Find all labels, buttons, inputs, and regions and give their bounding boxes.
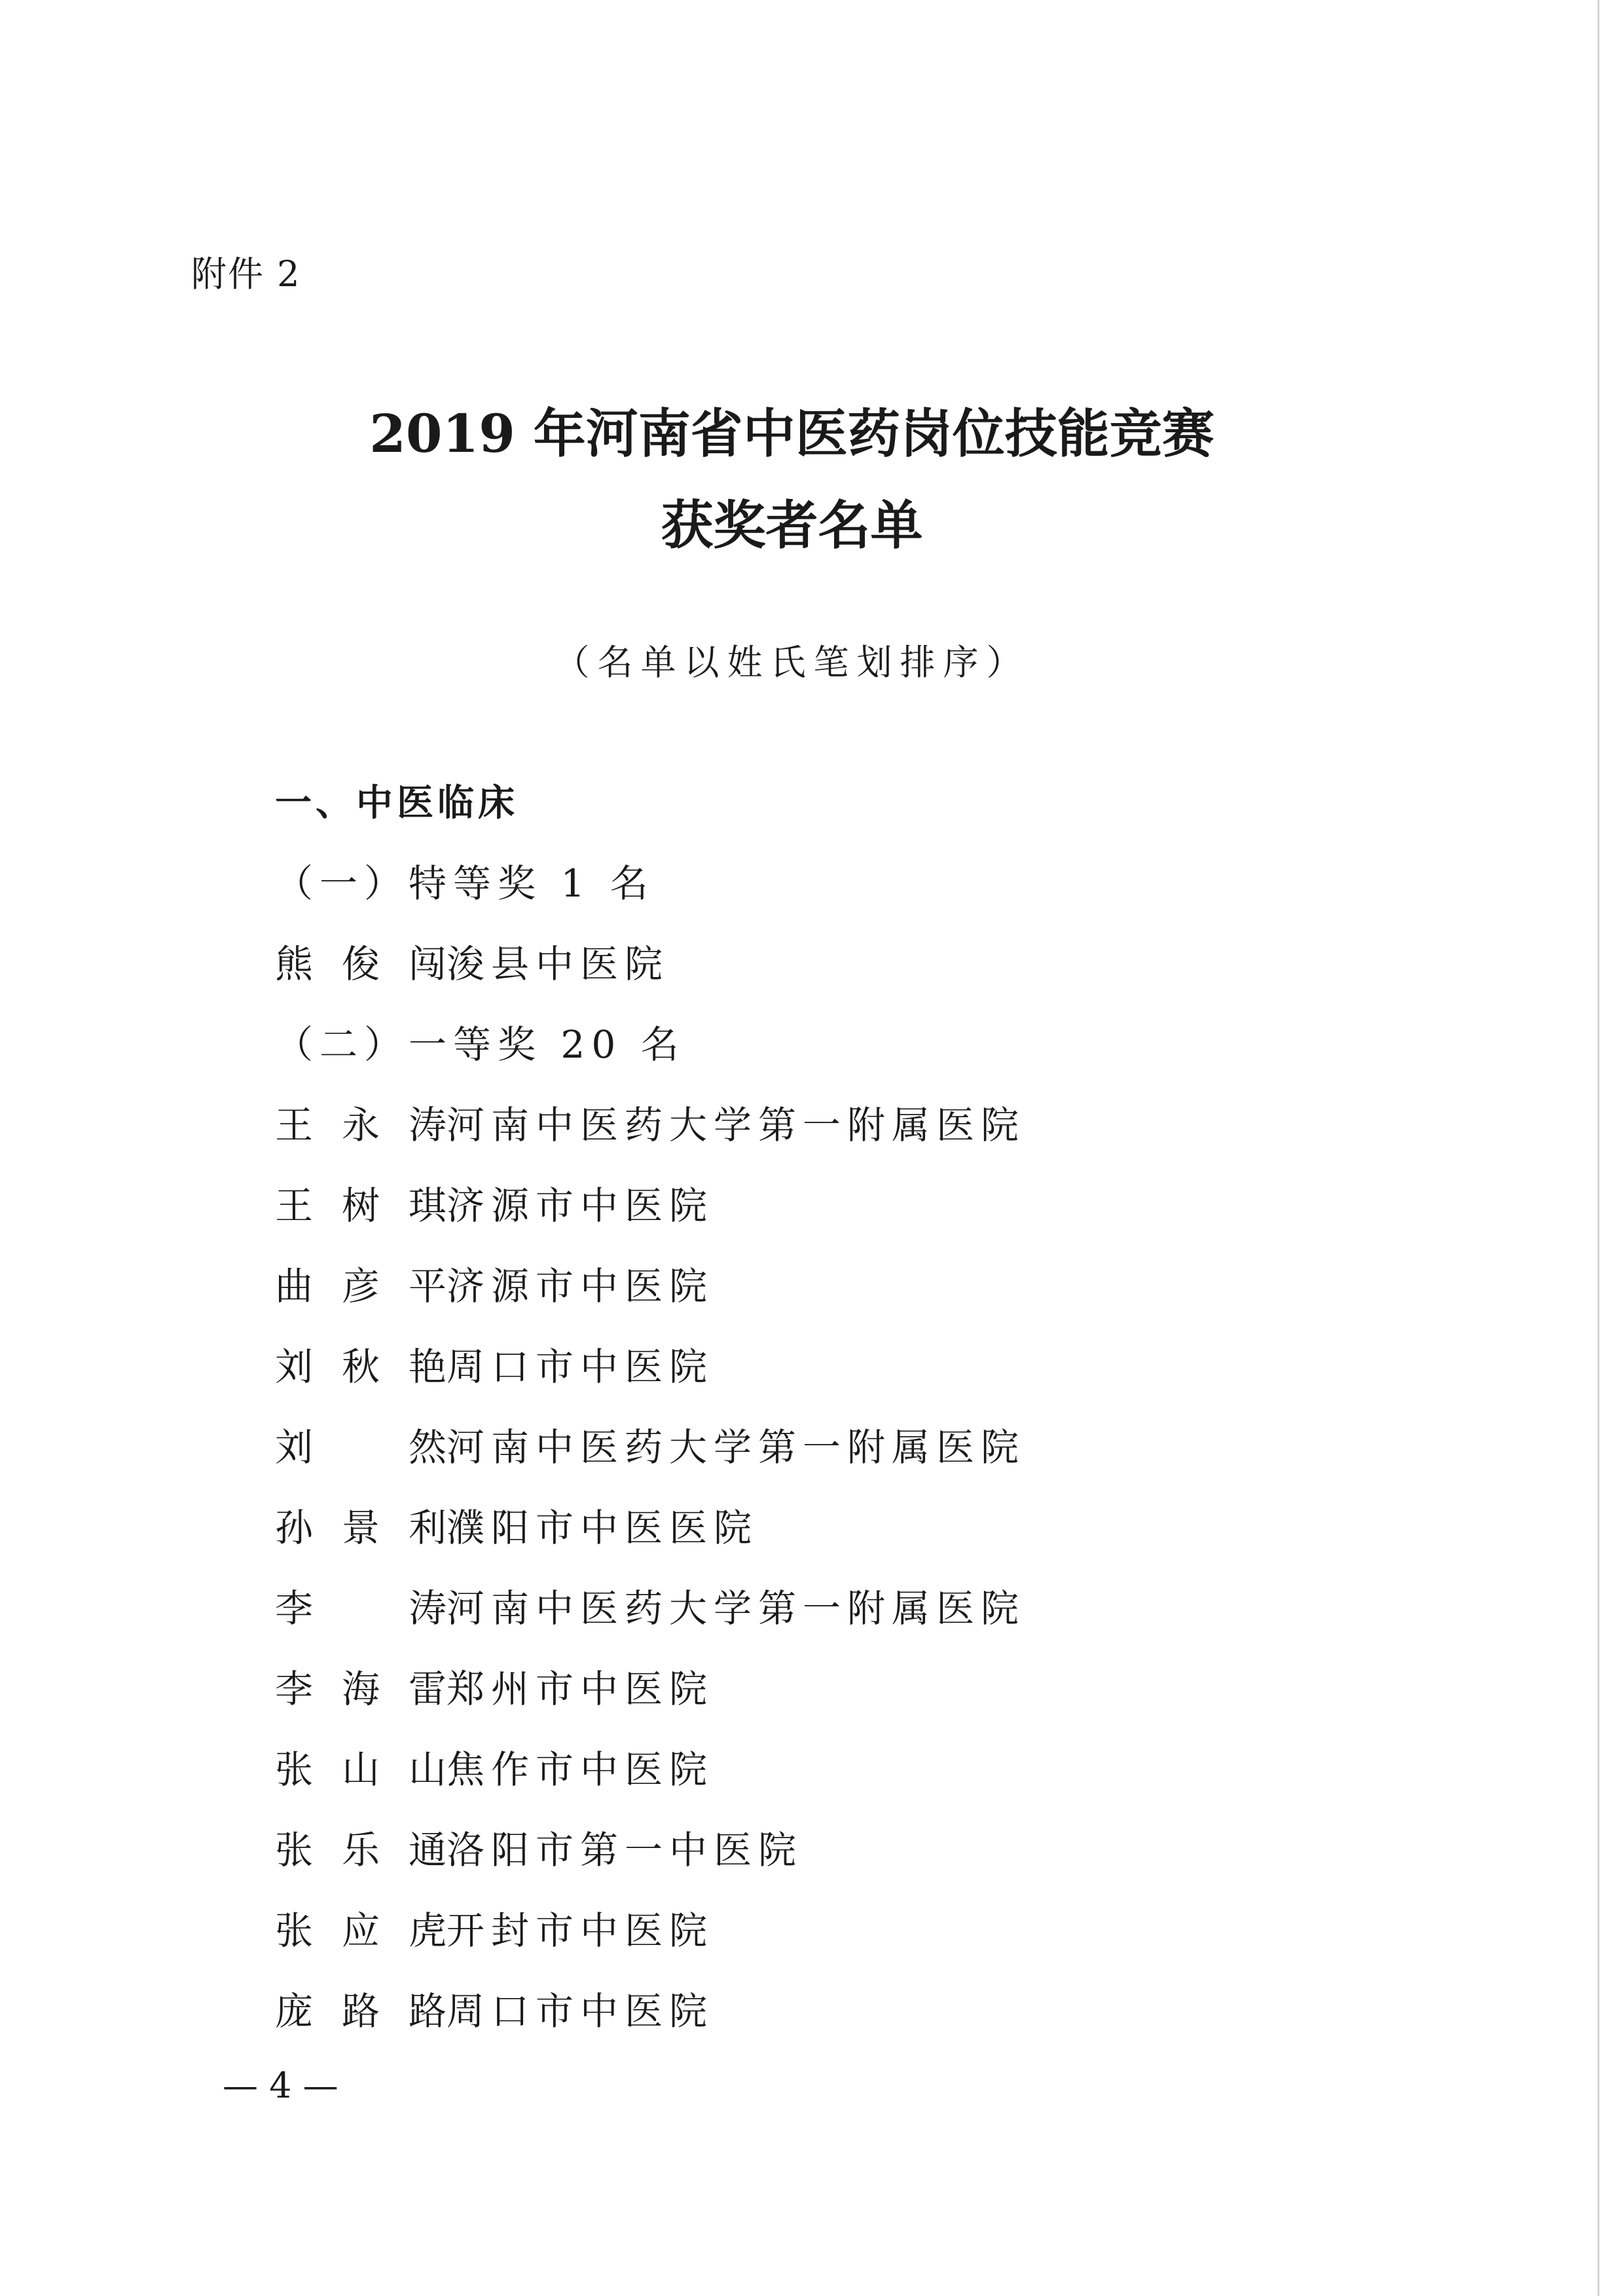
subsection-label: （一）特等奖 1 名 — [275, 861, 655, 906]
awardee-organization: 焦作市中医院 — [447, 1747, 714, 1792]
awardee-organization: 郑州市中医院 — [447, 1667, 714, 1711]
awardee-row — [275, 1747, 1025, 1831]
awardee-organization: 濮阳市中医医院 — [447, 1506, 759, 1550]
awardee-row — [275, 1264, 1025, 1348]
awardee-organization: 周口市中医院 — [447, 1344, 714, 1389]
awardee-row — [275, 1908, 1025, 1992]
page-edge — [1597, 0, 1599, 2296]
awardee-row — [275, 1103, 1026, 1187]
awardee-organization: 济源市中医院 — [447, 1183, 714, 1228]
subsection-label: （二）一等奖 20 名 — [275, 1022, 685, 1067]
awardee-name: 熊俊闯 — [275, 942, 447, 986]
awardee-row — [275, 1989, 1025, 2073]
awardee-organization: 河南中医药大学第一附属医院 — [447, 1586, 1026, 1631]
awardee-organization: 浚县中医院 — [447, 942, 670, 986]
awardee-row — [275, 1425, 1026, 1509]
page-number: — 4 — — [223, 2065, 338, 2106]
awardee-organization: 河南中医药大学第一附属医院 — [447, 1103, 1026, 1147]
award-list — [275, 861, 1026, 2153]
awardee-name: 王树琪 — [275, 1183, 447, 1228]
awardee-row — [275, 1506, 1025, 1589]
awardee-name: 刘秋艳 — [275, 1344, 447, 1389]
awardee-name: 刘然 — [275, 1425, 447, 1470]
awardee-organization: 开封市中医院 — [447, 1908, 714, 1953]
document-title-line-1: 2019 年河南省中医药岗位技能竞赛 — [369, 403, 1214, 464]
subsection-heading — [275, 1022, 1025, 1106]
awardee-organization: 周口市中医院 — [447, 1989, 714, 2033]
awardee-name: 庞路路 — [275, 1989, 447, 2033]
awardee-organization: 济源市中医院 — [447, 1264, 714, 1308]
awardee-organization: 洛阳市第一中医院 — [447, 1828, 803, 1872]
awardee-name: 李涛 — [275, 1586, 447, 1631]
awardee-row — [275, 1667, 1025, 1750]
subsection-heading — [275, 861, 1025, 945]
awardee-name: 张应虎 — [275, 1908, 447, 1953]
document-subtitle: （名单以姓氏笔划排序） — [554, 642, 1030, 683]
awardee-row — [275, 2073, 1025, 2153]
awardee-row — [275, 1183, 1025, 1267]
awardee-row — [275, 942, 1025, 1026]
awardee-name: 曲彦平 — [275, 1264, 447, 1308]
attachment-label: 附件 2 — [191, 253, 301, 295]
awardee-row — [275, 1586, 1026, 1670]
document-title-line-2: 获奖者名单 — [661, 494, 923, 556]
awardee-name: 孙景利 — [275, 1506, 447, 1550]
awardee-row — [275, 1344, 1025, 1428]
awardee-name: 张山山 — [275, 1747, 447, 1792]
awardee-row — [275, 1828, 1025, 1912]
section-heading: 一、中医临床 — [275, 781, 519, 824]
awardee-name: 张乐通 — [275, 1828, 447, 1872]
awardee-name: 李海雷 — [275, 1667, 447, 1711]
awardee-name: 王永涛 — [275, 1103, 447, 1147]
awardee-organization: 河南中医药大学第一附属医院 — [447, 1425, 1026, 1470]
